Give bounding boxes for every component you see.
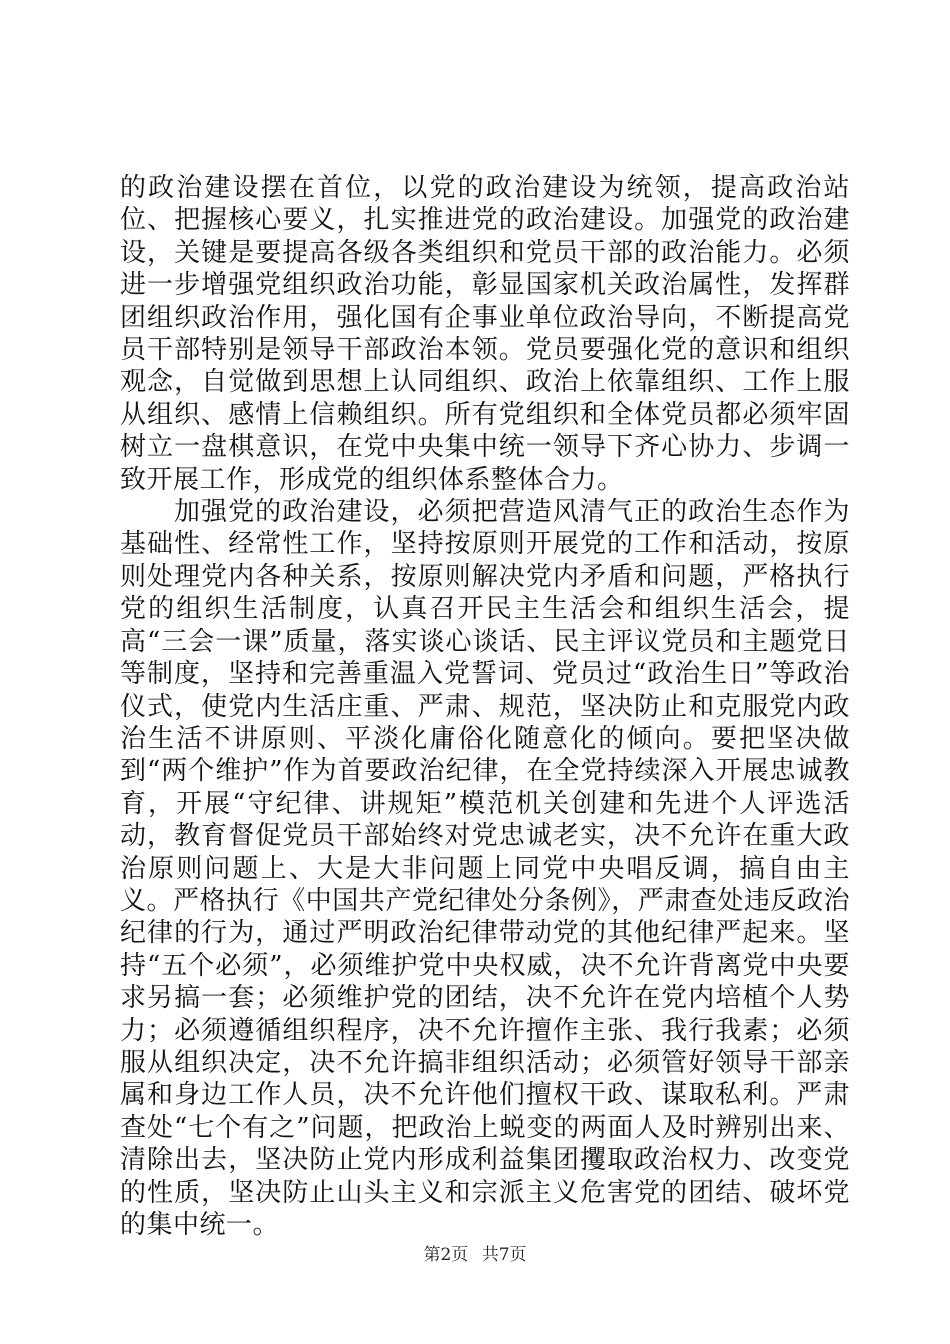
paragraph-1: 的政治建设摆在首位，以党的政治建设为统领，提高政治站位、把握核心要义，扎实推进党的政治建设。加强党的政治建设，关键是要提高各级各类组织和党员干部的政治能力。必须进一步增强党组织政治功能，彰显国家机关政治属性，发挥群团组织政治作用，强化国有企事业单位政治导向，不断提高党员干部特别是领导干部政治本领。党员要强化党的意识和组织观念，自觉做到思想上认同组织、政治上依靠组织、工作上服从组织、感情上信赖组织。所有党组织和全体党员都必须牢固树立一盘棋意识，在党中央集中统一领导下齐心协力、步调一致开展工作，形成党的组织体系整体合力。 [120,173,850,495]
page-footer [0,1244,950,1266]
page-total: 共7页 [481,1245,527,1265]
document-body [120,172,850,1241]
paragraph-2: 加强党的政治建设，必须把营造风清气正的政治生态作为基础性、经常性工作，坚持按原则开展党的工作和活动，按原则处理党内各种关系，按原则解决党内矛盾和问题，严格执行党的组织生活制度，认真召开民主生活会和组织生活会，提高“三会一课”质量，落实谈心谈话、民主评议党员和主题党日等制度，坚持和完善重温入党誓词、党员过“政治生日”等政治仪式，使党内生活庄重、严肃、规范，坚决防止和克服党内政治生活不讲原则、平淡化庸俗化随意化的倾向。要把坚决做到“两个维护”作为首要政治纪律，在全党持续深入开展忠诚教育，开展“守纪律、讲规矩”模范机关创建和先进个人评选活动，教育督促党员干部始终对党忠诚老实，决不允许在重大政治原则问题上、大是大非问题上同党中央唱反调，搞自由主义。严格执行《中国共产党纪律处分条例》，严肃查处违反政治纪律的行为，通过严明政治纪律带动党的其他纪律严起来。坚持“五个必须”，必须维护党中央权威，决不允许背离党中央要求另搞一套；必须维护党的团结，决不允许在党内培植个人势力；必须遵循组织程序，决不允许擅作主张、我行我素；必须服从组织决定，决不允许搞非组织活动；必须管好领导干部亲属和身边工作人员，决不允许他们擅权干政、谋取私利。严肃查处“七个有之”问题，把政治上蜕变的两面人及时辨别出来、清除出去，坚决防止党内形成利益集团攫取政治权力、改变党的性质，坚决防止山头主义和宗派主义危害党的团结、破坏党的集中统一。 [120,497,850,1240]
page-number: 第2页 [423,1245,469,1265]
